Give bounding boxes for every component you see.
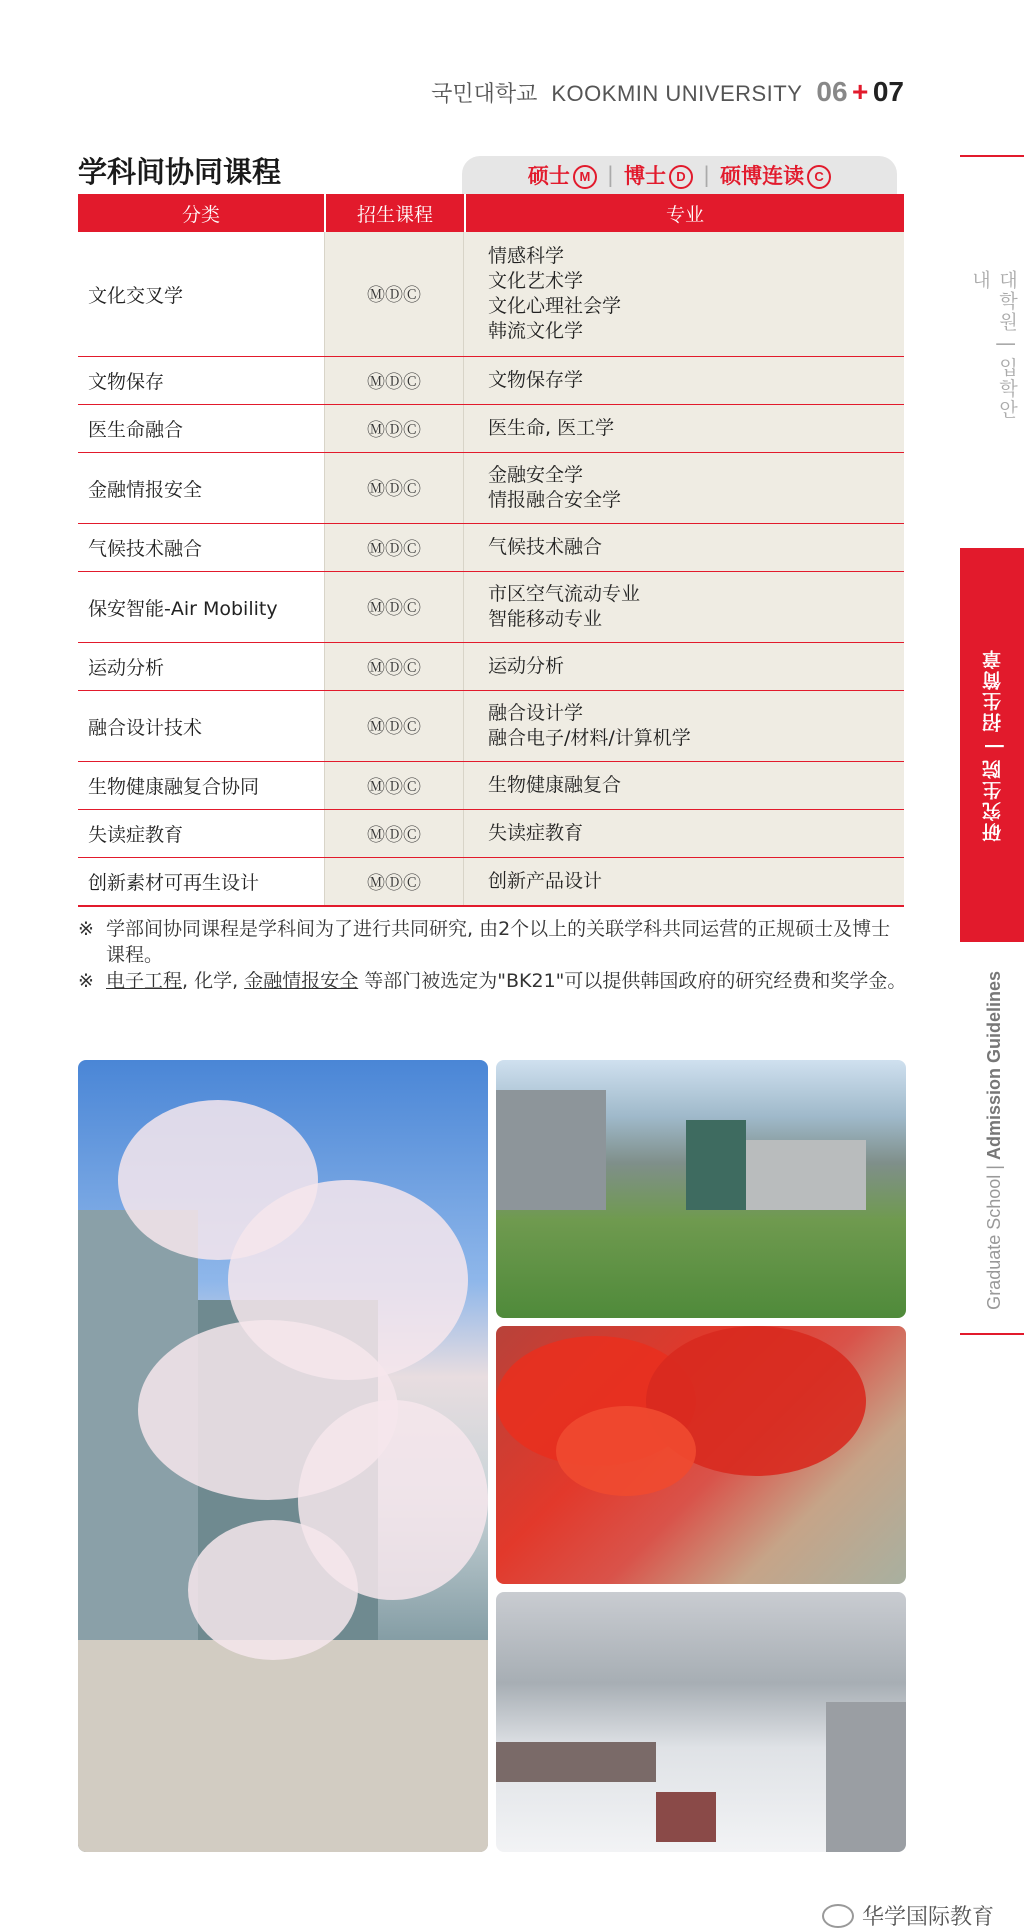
note-text: 学部间协同课程是学科间为了进行共同研究, 由2个以上的关联学科共同运营的正规硕士及博士课程。 bbox=[106, 918, 891, 966]
major-item: 医生命, 医工学 bbox=[488, 417, 615, 439]
page-number-left: 06 bbox=[816, 76, 848, 107]
row-majors bbox=[464, 691, 904, 761]
note-mark: ※ bbox=[78, 970, 94, 992]
table-row bbox=[78, 357, 904, 405]
legend-masters: 硕士 M bbox=[528, 160, 597, 190]
row-category: 生物健康融复合协同 bbox=[78, 762, 324, 809]
section-title: 学科间协同课程 bbox=[78, 155, 282, 189]
row-majors bbox=[464, 643, 904, 690]
campus-photo-autumn bbox=[496, 1326, 906, 1584]
major-item: 融合设计学 bbox=[488, 702, 584, 724]
sidebar-rule bbox=[960, 155, 1024, 157]
header-category: 分类 bbox=[78, 194, 326, 232]
row-majors bbox=[464, 524, 904, 571]
table-row bbox=[78, 405, 904, 453]
row-category: 融合设计技术 bbox=[78, 691, 324, 761]
footnotes bbox=[78, 916, 908, 994]
row-category: 创新素材可再生设计 bbox=[78, 858, 324, 905]
combined-badge-icon: C bbox=[807, 165, 831, 189]
row-programs: ⓂⒹⒸ bbox=[324, 357, 464, 404]
table-bottom-rule bbox=[78, 905, 904, 907]
row-programs: ⓂⒹⒸ bbox=[324, 405, 464, 452]
university-name-english: KOOKMIN UNIVERSITY bbox=[551, 81, 803, 106]
legend-separator: | bbox=[703, 163, 711, 187]
major-item: 融合电子/材料/计算机学 bbox=[488, 727, 691, 749]
major-item: 文化心理社会学 bbox=[488, 295, 622, 317]
row-programs: ⓂⒹⒸ bbox=[324, 810, 464, 857]
page-plus: + bbox=[852, 76, 869, 107]
table-row bbox=[78, 858, 904, 905]
sidebar-english-label: Graduate School | Admission Guidelines bbox=[983, 970, 1004, 1310]
row-category: 气候技术融合 bbox=[78, 524, 324, 571]
note-mark: ※ bbox=[78, 918, 94, 940]
table-row bbox=[78, 524, 904, 572]
table-row bbox=[78, 810, 904, 858]
wechat-icon bbox=[822, 1904, 854, 1928]
note-link-electronics: 电子工程 bbox=[106, 970, 183, 992]
footnote-1 bbox=[78, 916, 908, 968]
row-programs: ⓂⒹⒸ bbox=[324, 232, 464, 356]
row-majors bbox=[464, 405, 904, 452]
sidebar-rule bbox=[960, 1333, 1024, 1335]
major-item: 韩流文化学 bbox=[488, 320, 584, 342]
footnote-2 bbox=[78, 968, 908, 994]
doctor-badge-icon: D bbox=[669, 165, 693, 189]
legend-combined: 硕博连读 C bbox=[720, 160, 831, 190]
major-item: 情感科学 bbox=[488, 245, 565, 267]
major-item: 运动分析 bbox=[488, 655, 565, 677]
legend-doctor: 博士 D bbox=[624, 160, 693, 190]
major-item: 生物健康融复合 bbox=[488, 774, 622, 796]
watermark bbox=[822, 1900, 994, 1931]
sidebar-active-tab: 研究生院 | 招生简章 bbox=[960, 548, 1024, 942]
university-name-korean: 국민대학교 bbox=[431, 81, 538, 106]
major-item: 失读症教育 bbox=[488, 822, 584, 844]
table-row bbox=[78, 572, 904, 643]
watermark-text: 华学国际教育 bbox=[861, 1905, 994, 1930]
header-programs: 招生课程 bbox=[326, 194, 466, 232]
row-programs: ⓂⒹⒸ bbox=[324, 572, 464, 642]
major-item: 文物保存学 bbox=[488, 369, 584, 391]
table-row bbox=[78, 232, 904, 357]
row-category: 运动分析 bbox=[78, 643, 324, 690]
row-programs: ⓂⒹⒸ bbox=[324, 691, 464, 761]
row-category: 文物保存 bbox=[78, 357, 324, 404]
sidebar-korean-label: 대학원 | 입학안내 bbox=[969, 270, 1018, 421]
row-majors bbox=[464, 232, 904, 356]
row-majors bbox=[464, 357, 904, 404]
table-row bbox=[78, 762, 904, 810]
row-programs: ⓂⒹⒸ bbox=[324, 453, 464, 523]
row-majors bbox=[464, 453, 904, 523]
major-item: 创新产品设计 bbox=[488, 870, 603, 892]
row-majors bbox=[464, 810, 904, 857]
campus-photo-winter bbox=[496, 1592, 906, 1852]
row-category: 失读症教育 bbox=[78, 810, 324, 857]
degree-legend bbox=[462, 156, 897, 194]
row-majors bbox=[464, 762, 904, 809]
campus-photo-summer bbox=[496, 1060, 906, 1318]
table-row bbox=[78, 643, 904, 691]
masters-badge-icon: M bbox=[573, 165, 597, 189]
major-item: 金融安全学 bbox=[488, 464, 584, 486]
row-category: 文化交叉学 bbox=[78, 232, 324, 356]
row-programs: ⓂⒹⒸ bbox=[324, 858, 464, 905]
major-item: 气候技术融合 bbox=[488, 536, 603, 558]
row-majors bbox=[464, 858, 904, 905]
major-item: 市区空气流动专业 bbox=[488, 583, 641, 605]
table-row bbox=[78, 453, 904, 524]
table-row bbox=[78, 691, 904, 762]
major-item: 文化艺术学 bbox=[488, 270, 584, 292]
program-table bbox=[78, 194, 904, 907]
row-programs: ⓂⒹⒸ bbox=[324, 524, 464, 571]
row-majors bbox=[464, 572, 904, 642]
table-header bbox=[78, 194, 904, 232]
row-category: 医生命融合 bbox=[78, 405, 324, 452]
campus-photo-cherry-blossom bbox=[78, 1060, 488, 1852]
note-link-finance-security: 金融情报安全 bbox=[244, 970, 359, 992]
major-item: 智能移动专业 bbox=[488, 608, 603, 630]
row-programs: ⓂⒹⒸ bbox=[324, 643, 464, 690]
row-programs: ⓂⒹⒸ bbox=[324, 762, 464, 809]
page-header bbox=[431, 76, 904, 108]
page-number-right: 07 bbox=[872, 76, 904, 107]
row-category: 金融情报安全 bbox=[78, 453, 324, 523]
legend-separator: | bbox=[606, 163, 614, 187]
major-item: 情报融合安全学 bbox=[488, 489, 622, 511]
header-majors: 专业 bbox=[665, 203, 704, 226]
note-text: 电子工程, 化学, 金融情报安全 等部门被选定为"BK21"可以提供韩国政府的研究经费和奖学金。 bbox=[106, 970, 907, 992]
row-category: 保安智能-Air Mobility bbox=[78, 572, 324, 642]
